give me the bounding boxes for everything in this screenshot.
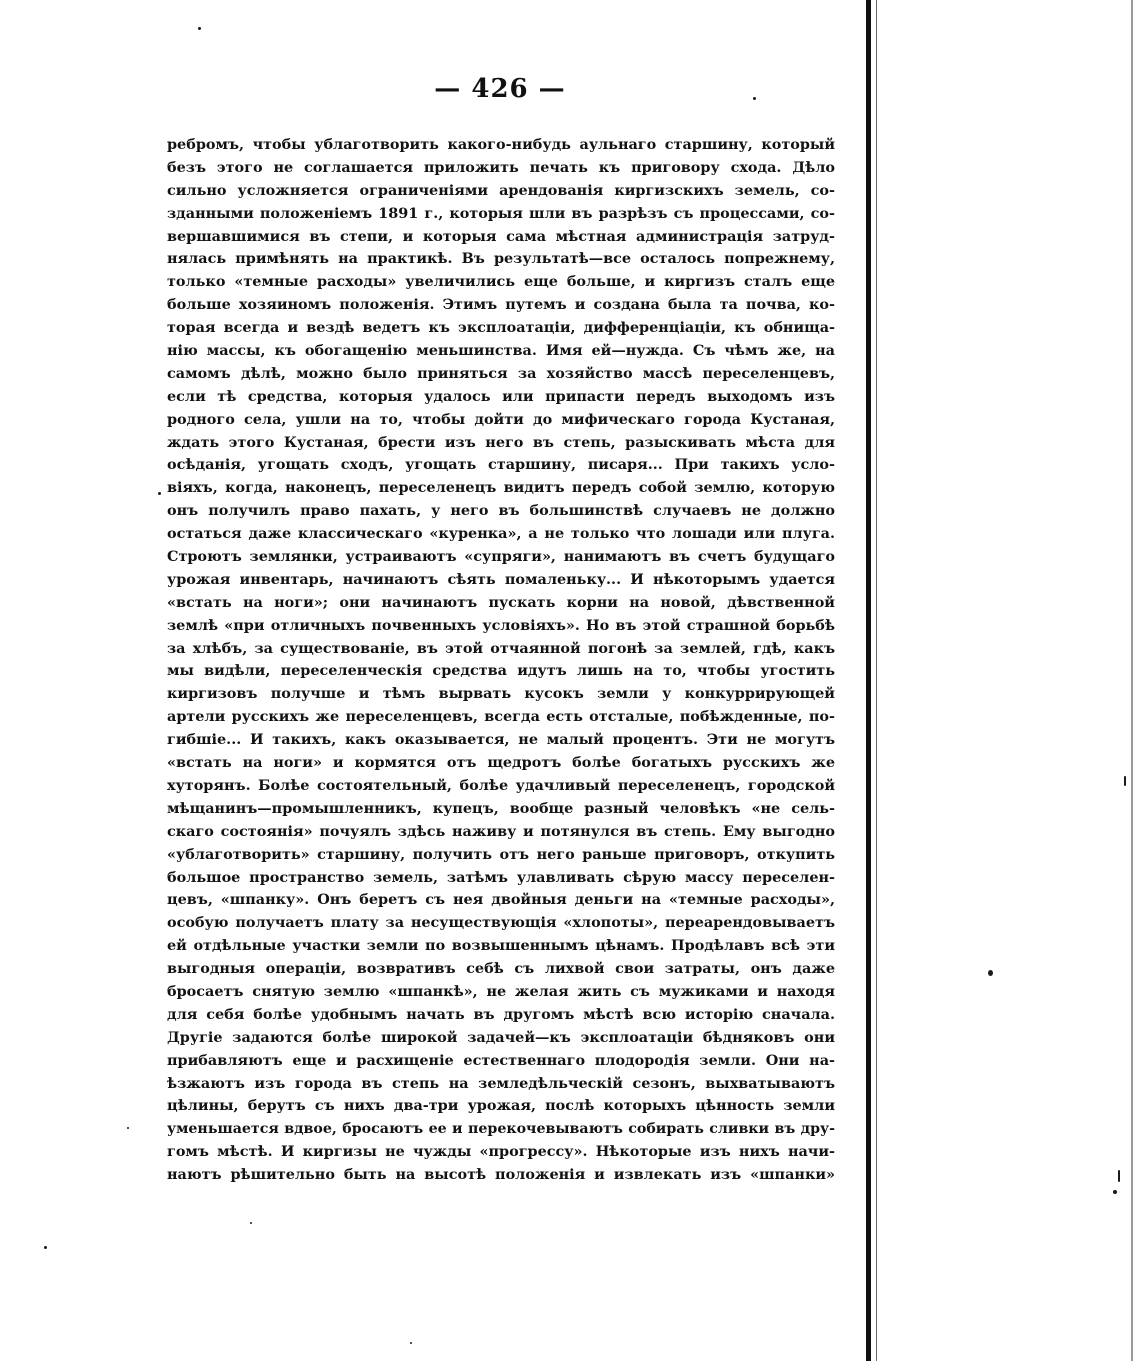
- text-line: ей отдѣльные участки земли по возвышеннымъ цѣнамъ. Продѣлавъ всѣ эти: [167, 937, 835, 955]
- text-line: уменьшается вдвое, бросаютъ ее и перекочевываютъ собирать сливки въ дру-: [167, 1121, 835, 1138]
- scan-speck: [198, 27, 201, 30]
- text-line: скаго состоянія» почуялъ здѣсь наживу и потянулся въ степь. Ему выгодно: [167, 822, 835, 840]
- page-number: — 426 —: [434, 74, 566, 104]
- text-line: для себя болѣе удобнымъ начать въ другомъ мѣстѣ всю исторію сначала.: [167, 1005, 835, 1023]
- scan-speck: [127, 1127, 129, 1129]
- text-line: ребромъ, чтобы ублаготворить какого-нибудь аульнаго старшину, который: [167, 136, 835, 153]
- text-line: бросаетъ снятую землю «шпанкѣ», не желая жить съ мужиками и находя: [167, 982, 835, 1000]
- text-line: мѣщанинъ—промышленникъ, купецъ, вообще разный человѣкъ «не сель-: [167, 799, 835, 817]
- text-line: онъ получилъ право пахать, у него въ большинствѣ случаевъ не должно: [167, 502, 835, 520]
- text-line: ѣзжаютъ изъ города въ степь на земледѣльческій сезонъ, выхватываютъ: [167, 1074, 835, 1092]
- text-line: если тѣ средства, которыя удалось или припасти передъ выходомъ изъ: [167, 387, 835, 405]
- text-line: гомъ мѣстѣ. И киргизы не чужды «прогрессу». Нѣкоторые изъ нихъ начи-: [167, 1143, 835, 1161]
- scan-speck: [1118, 1170, 1120, 1182]
- text-line: торая всегда и вездѣ ведетъ къ эксплоатаціи, дифференціаціи, къ обнища-: [167, 319, 835, 337]
- text-line: наютъ рѣшительно быть на высотѣ положенія и извлекать изъ «шпанки»: [167, 1166, 835, 1184]
- scan-speck: [410, 1342, 412, 1344]
- text-line: самомъ дѣлѣ, можно было приняться за хозяйство массѣ переселенцевъ,: [167, 364, 835, 382]
- book-spine-shadow: [866, 0, 871, 1361]
- text-line: родного села, ушли на то, чтобы дойти до мифическаго города Кустаная,: [167, 410, 835, 428]
- scan-speck: [988, 970, 993, 976]
- text-line: киргизовъ получше и тѣмъ вырвать кусокъ земли у конкуррирующей: [167, 685, 835, 703]
- body-text: [167, 134, 835, 1187]
- scan-speck: [1124, 776, 1126, 786]
- text-line: гибшіе... И такихъ, какъ оказывается, не малый процентъ. Эти не могутъ: [167, 731, 835, 749]
- scan-speck: [158, 492, 161, 495]
- text-line: цевъ, «шпанку». Онъ беретъ съ нея двойныя деньги на «темные расходы»,: [167, 891, 835, 909]
- text-line: мы видѣли, переселенческія средства идутъ лишь на то, чтобы угостить: [167, 662, 835, 680]
- text-line: сильно усложняется ограниченіями арендованія киргизскихъ земель, со-: [167, 181, 835, 199]
- page-right-edge: [1131, 0, 1133, 1361]
- scan-speck: [753, 97, 756, 100]
- text-line: цѣлины, берутъ съ нихъ два-три урожая, послѣ которыхъ цѣнность земли: [167, 1097, 835, 1115]
- text-line: особую получаетъ плату за несуществующія «хлопоты», переарендовываетъ: [167, 914, 835, 932]
- text-line: больше хозяиномъ положенія. Этимъ путемъ и создана была та почва, ко-: [167, 296, 835, 314]
- text-line: «ублаготворить» старшину, получить отъ него раньше приговоръ, откупить: [167, 845, 835, 863]
- text-line: Другіе задаются болѣе широкой задачей—къ эксплоатаціи бѣдняковъ они: [167, 1028, 835, 1046]
- text-line: «встать на ноги» и кормятся отъ щедротъ болѣе богатыхъ русскихъ же: [167, 754, 835, 772]
- text-line: остаться даже классическаго «куренка», а не только что лошади или плуга.: [167, 525, 835, 543]
- text-line: артели русскихъ же переселенцевъ, всегда есть отсталые, побѣжденные, по-: [167, 708, 835, 726]
- text-line: землѣ «при отличныхъ почвенныхъ условіяхъ». Но въ этой страшной борьбѣ: [167, 616, 835, 634]
- text-line: урожая инвентарь, начинаютъ сѣять помаленьку... И нѣкоторымъ удается: [167, 570, 835, 588]
- text-line: нію массы, къ обогащенію меньшинства. Имя ей—нужда. Съ чѣмъ же, на: [167, 342, 835, 360]
- scan-speck: [44, 1246, 47, 1249]
- text-line: прибавляютъ еще и расхищеніе естественнаго плодородія земли. Они на-: [167, 1051, 835, 1069]
- text-line: вершавшимися въ степи, и которыя сама мѣстная администрація затруд-: [167, 227, 835, 245]
- text-line: «встать на ноги»; они начинаютъ пускать корни на новой, дѣвственной: [167, 593, 835, 611]
- text-line: нялась примѣнять на практикѣ. Въ результатѣ—все осталось попрежнему,: [167, 250, 835, 268]
- text-line: осѣданія, угощать сходъ, угощать старшину, писаря... При такихъ усло-: [167, 456, 835, 474]
- text-line: большое пространство земель, затѣмъ улавливать сѣрую массу переселен-: [167, 868, 835, 886]
- text-line: віяхъ, когда, наконецъ, переселенецъ видитъ передъ собой землю, которую: [167, 479, 835, 497]
- text-line: хуторянъ. Болѣе состоятельный, болѣе удачливый переселенецъ, городской: [167, 776, 835, 794]
- book-spine-edge: [876, 0, 877, 1361]
- text-line: за хлѣбъ, за существованіе, въ этой отчаянной погонѣ за землей, гдѣ, какъ: [167, 639, 835, 657]
- text-line: зданными положеніемъ 1891 г., которыя шли въ разрѣзъ съ процессами, со-: [167, 204, 835, 222]
- text-line: Строютъ землянки, устраиваютъ «супряги», нанимаютъ въ счетъ будущаго: [167, 548, 835, 566]
- scan-speck: [1113, 1190, 1117, 1194]
- text-line: только «темные расходы» увеличились еще больше, и киргизъ сталъ еще: [167, 273, 835, 291]
- text-line: безъ этого не соглашается приложить печать къ приговору схода. Дѣло: [167, 158, 835, 176]
- text-line: ждать этого Кустаная, брести изъ него въ степь, разыскивать мѣста для: [167, 433, 835, 451]
- scan-speck: [250, 1222, 252, 1224]
- text-line: выгодныя операціи, возвративъ себѣ съ лихвой свои затраты, онъ даже: [167, 960, 835, 978]
